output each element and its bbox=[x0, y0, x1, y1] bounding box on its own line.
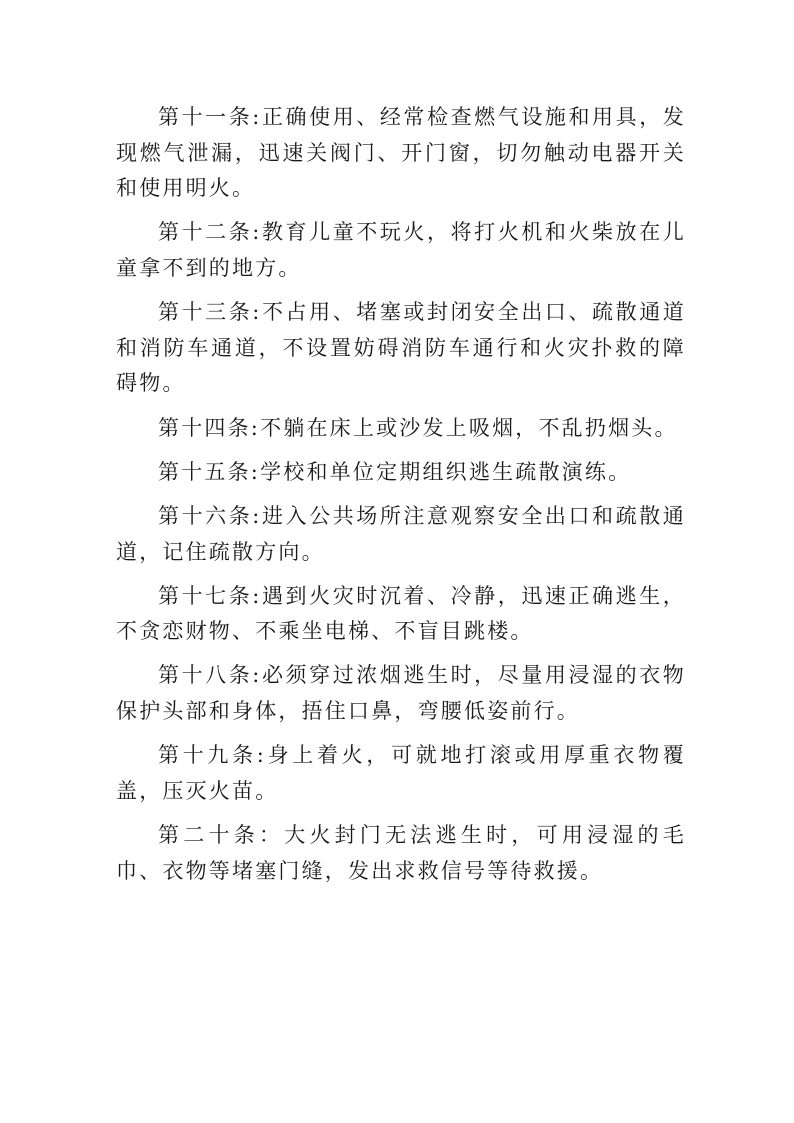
clause-18: 第十八条:必须穿过浓烟逃生时，尽量用浸湿的衣物保护头部和身体，捂住口鼻，弯腰低姿前行。 bbox=[116, 663, 686, 724]
clause-15: 第十五条:学校和单位定期组织逃生疏散演练。 bbox=[158, 459, 632, 484]
clause-19: 第十九条:身上着火，可就地打滚或用厚重衣物覆盖，压灭火苗。 bbox=[116, 743, 686, 803]
clause-13: 第十三条:不占用、堵塞或封闭安全出口、疏散通道和消防车通道，不设置妨碍消防车通行和火灾扑救的障碍物。 bbox=[116, 300, 686, 396]
clause-16: 第十六条:进入公共场所注意观察安全出口和疏散通道，记住疏散方向。 bbox=[116, 503, 686, 564]
clause-11: 第十一条:正确使用、经常检查燃气设施和用具，发现燃气泄漏，迅速关阀门、开门窗，切勿触动电器开关和使用明火。 bbox=[116, 105, 686, 201]
clause-17: 第十七条:遇到火灾时沉着、冷静，迅速正确逃生，不贪恋财物、不乘坐电梯、不盲目跳楼。 bbox=[116, 583, 686, 644]
clause-20: 第二十条：大火封门无法逃生时，可用浸湿的毛巾、衣物等堵塞门缝，发出求救信号等待救援。 bbox=[116, 823, 686, 883]
clause-12: 第十二条:教育儿童不玩火，将打火机和火柴放在儿童拿不到的地方。 bbox=[116, 220, 686, 280]
document-page bbox=[116, 100, 686, 898]
clause-14: 第十四条:不躺在床上或沙发上吸烟，不乱扔烟头。 bbox=[158, 415, 678, 440]
